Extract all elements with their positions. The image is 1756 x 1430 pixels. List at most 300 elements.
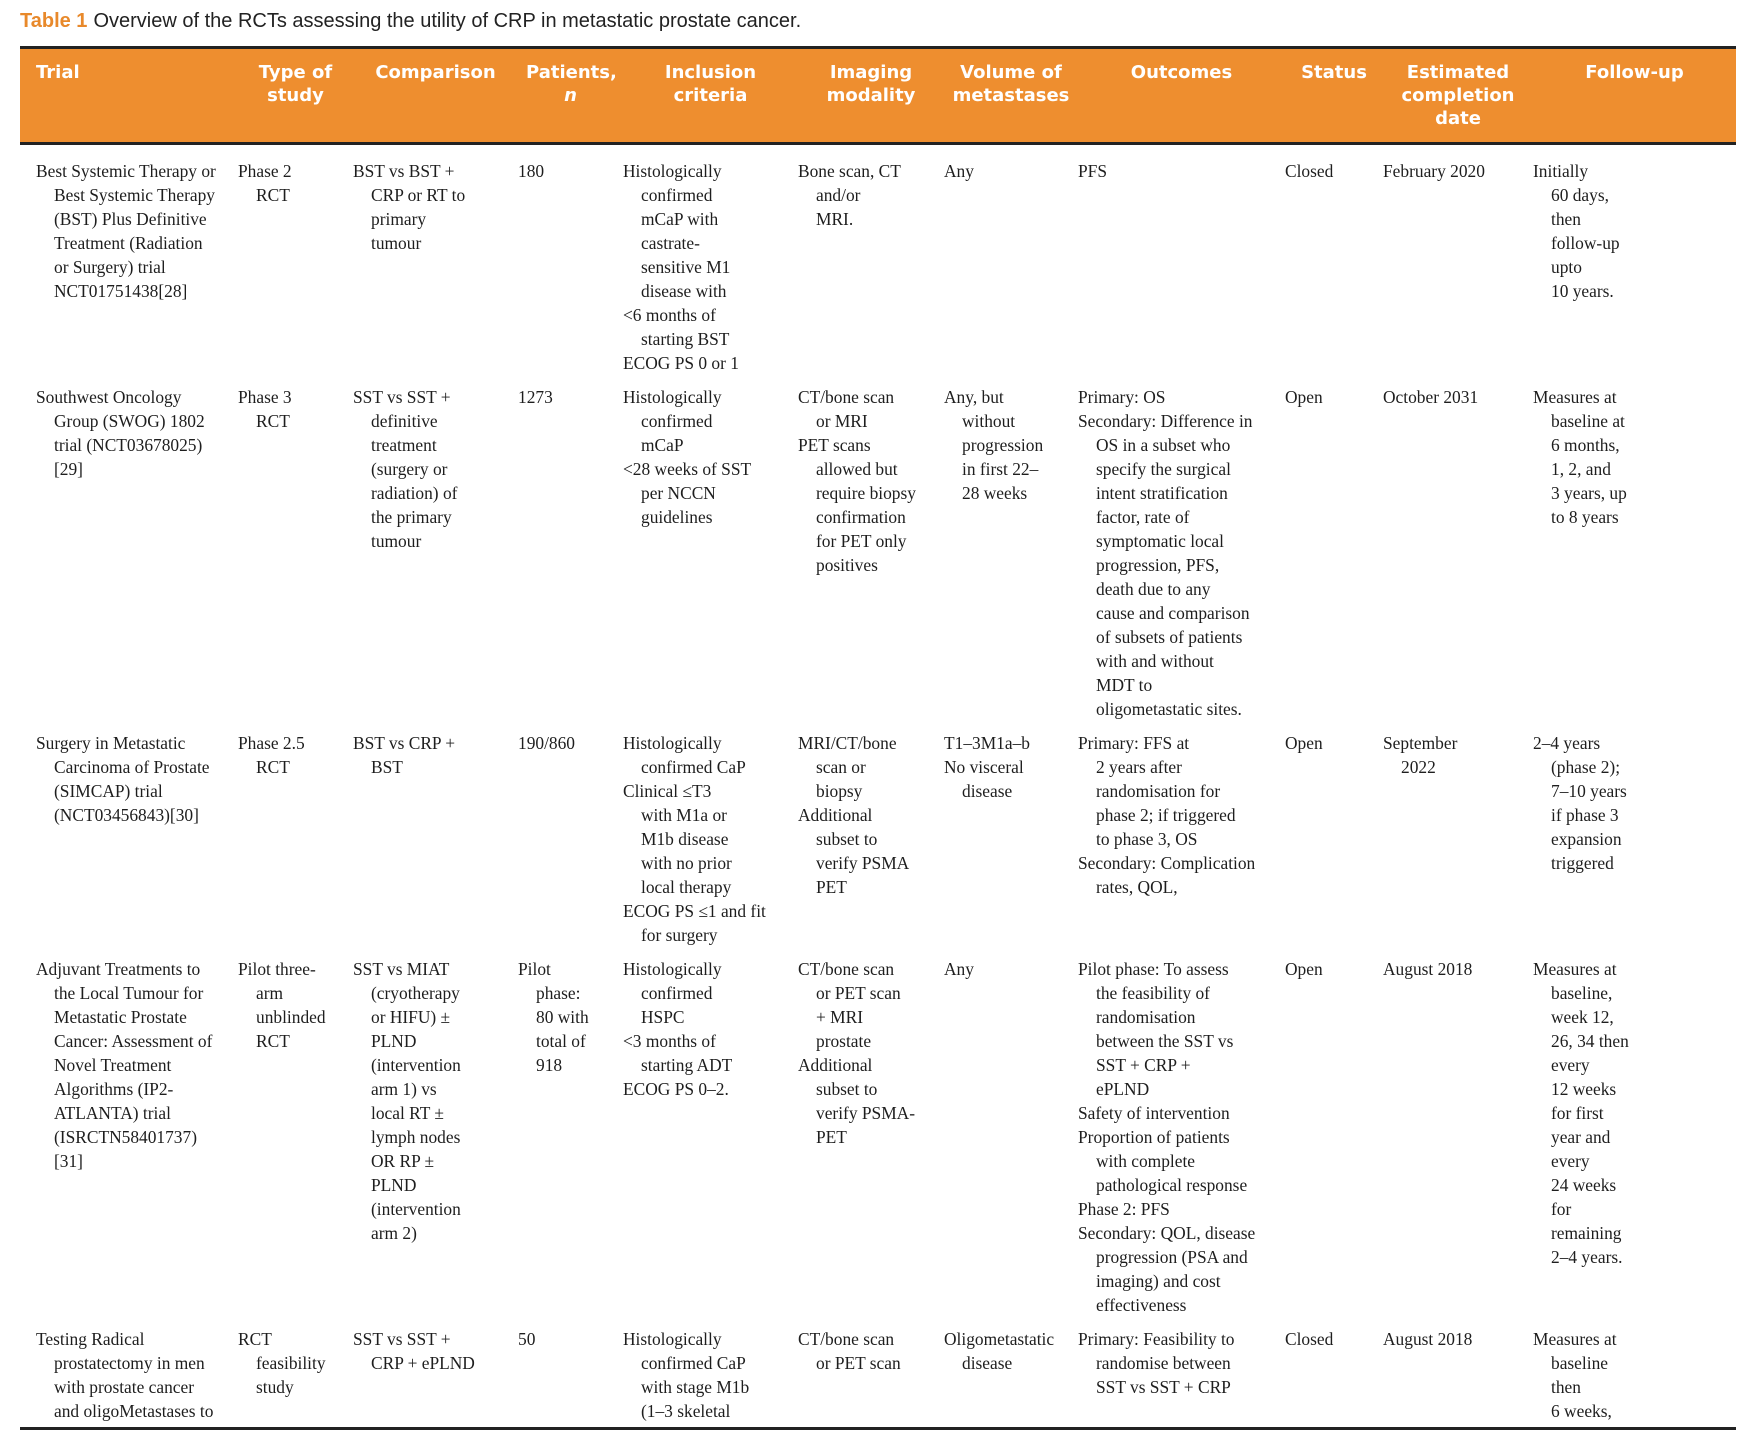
cell-line: Pilot phase: To assess — [1078, 959, 1229, 979]
cell-line: Measures at — [1533, 1329, 1617, 1349]
cell-line: 180 — [518, 161, 545, 181]
col-header-completion-line: date — [1435, 108, 1481, 129]
cell-line: Safety of intervention — [1078, 1103, 1230, 1123]
col-header-volume-line: metastases — [952, 85, 1070, 106]
table-container — [20, 46, 1736, 1430]
cell-line: Novel Treatment — [54, 1055, 172, 1075]
cell-line: Measures at — [1533, 959, 1617, 979]
cell-line: prostatectomy in men — [54, 1353, 205, 1373]
cell-line: T1–3M1a–b — [944, 733, 1030, 753]
cell-line: arm 1) vs — [371, 1079, 437, 1099]
trials-table — [20, 49, 1736, 1423]
cell-line: baseline — [1551, 1353, 1608, 1373]
cell-line: 26, 34 then — [1551, 1031, 1629, 1051]
col-header-imaging-line: modality — [826, 85, 916, 106]
cell-line: progression (PSA and — [1096, 1247, 1248, 1267]
cell-line: Treatment (Radiation — [54, 233, 203, 253]
cell-line: definitive — [371, 411, 438, 431]
cell-line: confirmed CaP — [641, 1353, 746, 1373]
cell-line: Phase 2 — [238, 161, 292, 181]
cell-line: cause and comparison — [1096, 603, 1250, 623]
cell-line: lymph nodes — [371, 1127, 461, 1147]
cell-line: ECOG PS 0–2. — [623, 1079, 729, 1099]
cell-line: M1b disease — [641, 829, 729, 849]
cell-line: 2022 — [1401, 757, 1436, 777]
cell-line: Initially — [1533, 161, 1589, 181]
cell-line: Histologically — [623, 161, 722, 181]
cell-line: Any, but — [944, 387, 1004, 407]
cell-line: Open — [1285, 733, 1323, 753]
cell-comparison — [353, 144, 518, 376]
col-header-type-line: study — [267, 85, 324, 106]
cell-patients — [518, 721, 623, 947]
cell-followup — [1533, 375, 1736, 721]
cell-line: without — [962, 411, 1016, 431]
cell-line: 6 months, — [1551, 435, 1620, 455]
cell-line: 1, 2, and — [1551, 459, 1611, 479]
cell-line: study — [256, 1377, 294, 1397]
cell-patients — [518, 144, 623, 376]
cell-line: 1273 — [518, 387, 553, 407]
cell-line: progression, PFS, — [1096, 555, 1220, 575]
cell-line: Oligometastatic — [944, 1329, 1055, 1349]
cell-line: or Surgery) trial — [54, 257, 166, 277]
cell-line: follow-up — [1551, 233, 1620, 253]
cell-line: treatment — [371, 435, 437, 455]
cell-line: RCT — [238, 1329, 272, 1349]
cell-line: <3 months of — [623, 1031, 716, 1051]
cell-status — [1285, 721, 1383, 947]
cell-line: MRI/CT/bone — [798, 733, 897, 753]
cell-line: Cancer: Assessment of — [54, 1031, 213, 1051]
cell-patients — [518, 947, 623, 1317]
col-header-trial — [20, 49, 238, 144]
col-header-followup — [1533, 49, 1736, 144]
cell-line: disease with — [641, 281, 727, 301]
cell-line: ECOG PS 0 or 1 — [623, 353, 739, 373]
cell-line: Closed — [1285, 161, 1334, 181]
cell-line: phase: — [536, 983, 581, 1003]
cell-line: (BST) Plus Definitive — [54, 209, 207, 229]
cell-line: BST vs CRP + — [353, 733, 456, 753]
cell-line: ATLANTA) trial — [54, 1103, 171, 1123]
cell-line: (intervention — [371, 1199, 461, 1219]
cell-completion — [1383, 947, 1533, 1317]
cell-line: biopsy — [816, 781, 863, 801]
cell-inclusion — [623, 375, 798, 721]
table-row — [20, 721, 1736, 947]
cell-line: OS in a subset who — [1096, 435, 1231, 455]
cell-line: Primary: Feasibility to — [1078, 1329, 1235, 1349]
cell-line: Open — [1285, 959, 1323, 979]
cell-outcomes — [1078, 947, 1285, 1317]
cell-line: effectiveness — [1096, 1295, 1187, 1315]
cell-line: the feasibility of — [1096, 983, 1210, 1003]
cell-patients — [518, 1317, 623, 1423]
cell-line: confirmed CaP — [641, 757, 746, 777]
cell-line: Adjuvant Treatments to — [36, 959, 201, 979]
cell-line: local RT ± — [371, 1103, 444, 1123]
cell-line: 190/860 — [518, 733, 576, 753]
cell-line: RCT — [256, 757, 290, 777]
cell-trial — [20, 947, 238, 1317]
cell-line: randomisation — [1096, 1007, 1196, 1027]
cell-line: disease — [962, 1353, 1013, 1373]
cell-line: arm — [256, 983, 284, 1003]
cell-volume — [944, 1317, 1078, 1423]
cell-line: to 8 years — [1551, 507, 1619, 527]
cell-completion — [1383, 1317, 1533, 1423]
cell-followup — [1533, 1317, 1736, 1423]
cell-line: for first — [1551, 1103, 1604, 1123]
cell-line: for — [1551, 1199, 1572, 1219]
col-header-followup-line: Follow-up — [1585, 62, 1684, 83]
cell-imaging — [798, 144, 944, 376]
cell-line: starting ADT — [641, 1055, 733, 1075]
cell-line: Group (SWOG) 1802 — [54, 411, 205, 431]
cell-comparison — [353, 947, 518, 1317]
cell-inclusion — [623, 1317, 798, 1423]
cell-line: SST vs SST + — [353, 387, 451, 407]
cell-line: Histologically — [623, 387, 722, 407]
col-header-type — [238, 49, 353, 144]
cell-line: positives — [816, 555, 878, 575]
cell-line: ePLND — [1096, 1079, 1150, 1099]
cell-line: intent stratification — [1096, 483, 1228, 503]
cell-line: starting BST — [641, 329, 730, 349]
cell-line: phase 2; if triggered — [1096, 805, 1236, 825]
cell-line: MRI. — [816, 209, 854, 229]
cell-line: randomise between — [1096, 1353, 1231, 1373]
cell-line: for surgery — [641, 925, 718, 945]
cell-line: disease — [962, 781, 1013, 801]
cell-line: rates, QOL, — [1096, 877, 1178, 897]
cell-line: <6 months of — [623, 305, 716, 325]
cell-line: (ISRCTN58401737) — [54, 1127, 197, 1147]
cell-line: total of — [536, 1031, 586, 1051]
cell-trial — [20, 1317, 238, 1423]
cell-status — [1285, 375, 1383, 721]
cell-line: confirmed — [641, 185, 713, 205]
cell-line: Primary: FFS at — [1078, 733, 1190, 753]
cell-line: SST vs SST + — [353, 1329, 451, 1349]
cell-line: in first 22– — [962, 459, 1039, 479]
cell-line: prostate — [816, 1031, 872, 1051]
cell-outcomes — [1078, 721, 1285, 947]
cell-line: Pilot — [518, 959, 551, 979]
cell-trial — [20, 375, 238, 721]
cell-line: triggered — [1551, 853, 1614, 873]
col-header-imaging — [798, 49, 944, 144]
cell-line: local therapy — [641, 877, 732, 897]
cell-line: RCT — [256, 185, 290, 205]
cell-line: Best Systemic Therapy — [54, 185, 215, 205]
cell-line: week 12, — [1551, 1007, 1614, 1027]
cell-line: (cryotherapy — [371, 983, 460, 1003]
cell-line: scan or — [816, 757, 866, 777]
cell-line: remaining — [1551, 1223, 1622, 1243]
cell-line: verify PSMA- — [816, 1103, 916, 1123]
col-header-imaging-line: Imaging — [829, 62, 913, 83]
cell-trial — [20, 144, 238, 376]
cell-status — [1285, 1317, 1383, 1423]
cell-line: Histologically — [623, 733, 722, 753]
cell-comparison — [353, 375, 518, 721]
cell-line: (surgery or — [371, 459, 448, 479]
cell-line: unblinded — [256, 1007, 326, 1027]
cell-line: (NCT03456843)[30] — [54, 805, 199, 825]
cell-line: SST vs SST + CRP — [1096, 1377, 1231, 1397]
cell-line: Bone scan, CT — [798, 161, 901, 181]
cell-line: February 2020 — [1383, 161, 1485, 181]
cell-line: (intervention — [371, 1055, 461, 1075]
cell-line: progression — [962, 435, 1044, 455]
cell-line: confirmed — [641, 983, 713, 1003]
cell-line: with and without — [1096, 651, 1214, 671]
col-header-inclusion-line: criteria — [673, 85, 748, 106]
table-row — [20, 375, 1736, 721]
cell-line: ECOG PS ≤1 and fit — [623, 901, 766, 921]
cell-line: PLND — [371, 1031, 417, 1051]
cell-line: expansion — [1551, 829, 1622, 849]
cell-line: imaging) and cost — [1096, 1271, 1221, 1291]
cell-type — [238, 721, 353, 947]
cell-line: 7–10 years — [1551, 781, 1627, 801]
cell-line: the Local Tumour for — [54, 983, 204, 1003]
cell-line: Secondary: QOL, disease — [1078, 1223, 1256, 1243]
col-header-comparison-line: Comparison — [375, 62, 496, 83]
table-row — [20, 144, 1736, 376]
cell-line: if phase 3 — [1551, 805, 1619, 825]
table-label: Table 1 — [20, 10, 88, 32]
cell-followup — [1533, 144, 1736, 376]
cell-line: Closed — [1285, 1329, 1334, 1349]
cell-line: Histologically — [623, 1329, 722, 1349]
cell-line: [29] — [54, 459, 83, 479]
cell-type — [238, 144, 353, 376]
col-header-patients — [518, 49, 623, 144]
cell-line: 80 with — [536, 1007, 589, 1027]
cell-line: per NCCN — [641, 483, 716, 503]
cell-line: Any — [944, 161, 974, 181]
cell-line: with stage M1b — [641, 1377, 750, 1397]
cell-line: feasibility — [256, 1353, 326, 1373]
cell-completion — [1383, 375, 1533, 721]
cell-line: RCT — [256, 1031, 290, 1051]
table-row — [20, 947, 1736, 1317]
cell-line: PFS — [1078, 161, 1108, 181]
cell-line: between the SST vs — [1096, 1031, 1234, 1051]
cell-trial — [20, 721, 238, 947]
cell-line: Carcinoma of Prostate — [54, 757, 210, 777]
cell-outcomes — [1078, 144, 1285, 376]
cell-line: CT/bone scan — [798, 1329, 895, 1349]
cell-line: of subsets of patients — [1096, 627, 1243, 647]
cell-volume — [944, 144, 1078, 376]
cell-line: Proportion of patients — [1078, 1127, 1230, 1147]
cell-line: PET — [816, 1127, 847, 1147]
cell-volume — [944, 947, 1078, 1317]
cell-line: August 2018 — [1383, 1329, 1473, 1349]
cell-line: (SIMCAP) trial — [54, 781, 163, 801]
cell-imaging — [798, 1317, 944, 1423]
cell-line: 6 weeks, — [1551, 1401, 1612, 1421]
cell-line: MDT to — [1096, 675, 1153, 695]
cell-line: or MRI — [816, 411, 868, 431]
cell-line: + MRI — [816, 1007, 864, 1027]
cell-line: confirmation — [816, 507, 906, 527]
cell-line: Surgery in Metastatic — [36, 733, 186, 753]
col-header-inclusion — [623, 49, 798, 144]
cell-line: with no prior — [641, 853, 732, 873]
cell-line: Southwest Oncology — [36, 387, 182, 407]
cell-line: baseline at — [1551, 411, 1625, 431]
header-row — [20, 49, 1736, 144]
col-header-status — [1285, 49, 1383, 144]
cell-line: to phase 3, OS — [1096, 829, 1198, 849]
cell-line: CT/bone scan — [798, 959, 895, 979]
col-header-completion-line: Estimated — [1406, 62, 1510, 83]
cell-line: death due to any — [1096, 579, 1211, 599]
cell-line: specify the surgical — [1096, 459, 1231, 479]
cell-line: subset to — [816, 1079, 878, 1099]
cell-line: Phase 3 — [238, 387, 292, 407]
col-header-inclusion-line: Inclusion — [664, 62, 757, 83]
cell-line: No visceral — [944, 757, 1024, 777]
cell-volume — [944, 375, 1078, 721]
cell-line: October 2031 — [1383, 387, 1479, 407]
col-header-patients-line: n — [564, 85, 577, 106]
cell-line: Primary: OS — [1078, 387, 1166, 407]
cell-outcomes — [1078, 1317, 1285, 1423]
cell-line: year and — [1551, 1127, 1611, 1147]
cell-line: or PET scan — [816, 983, 901, 1003]
col-header-comparison — [353, 49, 518, 144]
cell-line: with M1a or — [641, 805, 727, 825]
cell-line: allowed but — [816, 459, 898, 479]
cell-comparison — [353, 1317, 518, 1423]
cell-line: castrate- — [641, 233, 700, 253]
cell-line: the primary — [371, 507, 452, 527]
cell-line: Phase 2.5 — [238, 733, 305, 753]
cell-imaging — [798, 947, 944, 1317]
cell-line: 28 weeks — [962, 483, 1028, 503]
cell-line: trial (NCT03678025) — [54, 435, 203, 455]
cell-line: then — [1551, 1377, 1581, 1397]
cell-imaging — [798, 721, 944, 947]
cell-line: (phase 2); — [1551, 757, 1621, 777]
cell-line: OR RP ± — [371, 1151, 435, 1171]
cell-line: Best Systemic Therapy or — [36, 161, 216, 181]
cell-line: SST + CRP + — [1096, 1055, 1191, 1075]
col-header-trial-line: Trial — [36, 62, 80, 83]
cell-type — [238, 375, 353, 721]
cell-inclusion — [623, 144, 798, 376]
cell-line: Phase 2: PFS — [1078, 1199, 1170, 1219]
cell-line: verify PSMA — [816, 853, 910, 873]
cell-line: CRP or RT to — [371, 185, 466, 205]
cell-line: <28 weeks of SST — [623, 459, 752, 479]
cell-line: PLND — [371, 1175, 417, 1195]
cell-line: 2–4 years — [1533, 733, 1601, 753]
cell-volume — [944, 721, 1078, 947]
cell-line: mCaP with — [641, 209, 719, 229]
cell-line: PET scans — [798, 435, 871, 455]
cell-line: with complete — [1096, 1151, 1196, 1171]
cell-line: Clinical ≤T3 — [623, 781, 712, 801]
cell-line: Measures at — [1533, 387, 1617, 407]
cell-line: Open — [1285, 387, 1323, 407]
cell-inclusion — [623, 947, 798, 1317]
cell-line: 50 — [518, 1329, 536, 1349]
cell-line: randomisation for — [1096, 781, 1221, 801]
cell-line: mCaP — [641, 435, 684, 455]
cell-line: sensitive M1 — [641, 257, 731, 277]
cell-line: Histologically — [623, 959, 722, 979]
cell-line: for PET only — [816, 531, 907, 551]
cell-line: tumour — [371, 531, 422, 551]
cell-line: [31] — [54, 1151, 83, 1171]
cell-line: every — [1551, 1151, 1590, 1171]
cell-status — [1285, 144, 1383, 376]
caption-text: Overview of the RCTs assessing the utility of CRP in metastatic prostate cancer. — [93, 10, 802, 32]
cell-line: 60 days, — [1551, 185, 1609, 205]
cell-line: 918 — [536, 1055, 563, 1075]
col-header-outcomes — [1078, 49, 1285, 144]
cell-outcomes — [1078, 375, 1285, 721]
cell-line: RCT — [256, 411, 290, 431]
cell-line: with prostate cancer — [54, 1377, 195, 1397]
cell-line: Additional — [798, 1055, 873, 1075]
cell-line: every — [1551, 1055, 1590, 1075]
cell-line: arm 2) — [371, 1223, 417, 1243]
cell-line: Metastatic Prostate — [54, 1007, 187, 1027]
cell-line: August 2018 — [1383, 959, 1473, 979]
cell-line: SST vs MIAT — [353, 959, 450, 979]
cell-line: pathological response — [1096, 1175, 1248, 1195]
cell-followup — [1533, 947, 1736, 1317]
cell-line: Secondary: Complication — [1078, 853, 1256, 873]
cell-line: and oligoMetastases to — [54, 1401, 214, 1421]
cell-line: primary — [371, 209, 427, 229]
cell-status — [1285, 947, 1383, 1317]
cell-line: (1–3 skeletal — [641, 1401, 731, 1421]
cell-line: 12 weeks — [1551, 1079, 1617, 1099]
cell-line: symptomatic local — [1096, 531, 1224, 551]
cell-line: BST vs BST + — [353, 161, 455, 181]
cell-line: 24 weeks — [1551, 1175, 1617, 1195]
col-header-volume — [944, 49, 1078, 144]
col-header-completion-line: completion — [1401, 85, 1515, 106]
cell-line: 10 years. — [1551, 281, 1614, 301]
cell-line: Additional — [798, 805, 873, 825]
cell-line: oligometastatic sites. — [1096, 699, 1242, 719]
cell-comparison — [353, 721, 518, 947]
cell-line: Algorithms (IP2- — [54, 1079, 174, 1099]
cell-line: NCT01751438[28] — [54, 281, 188, 301]
cell-line: factor, rate of — [1096, 507, 1190, 527]
table-caption — [20, 8, 1736, 34]
cell-line: or HIFU) ± — [371, 1007, 451, 1027]
cell-line: then — [1551, 209, 1581, 229]
cell-type — [238, 1317, 353, 1423]
col-header-patients-line: Patients, — [526, 62, 617, 83]
cell-line: tumour — [371, 233, 422, 253]
cell-line: CRP + ePLND — [371, 1353, 475, 1373]
cell-completion — [1383, 721, 1533, 947]
cell-line: require biopsy — [816, 483, 916, 503]
cell-followup — [1533, 721, 1736, 947]
